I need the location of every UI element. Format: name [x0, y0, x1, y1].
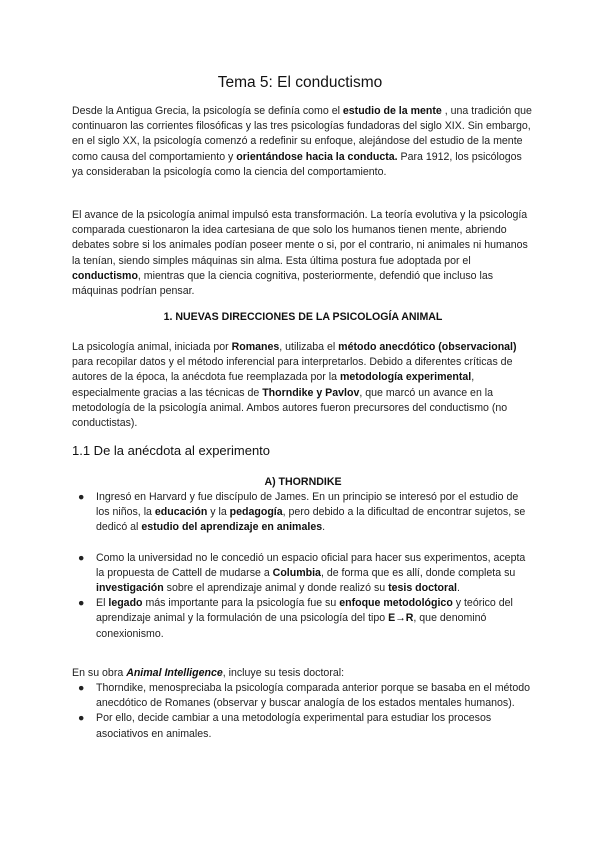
text-run: , de forma que es allí, donde completa su: [320, 566, 516, 579]
text-run: La psicología animal, iniciada por: [72, 341, 232, 353]
text-run: , que denominó conexionismo.: [96, 612, 487, 640]
text-run: , utilizaba el: [279, 341, 339, 353]
thorndike-heading: A) THORNDIKE: [264, 476, 342, 488]
second-paragraph: [72, 208, 534, 299]
bullet-icon: ●: [78, 597, 85, 610]
bold-text: tesis doctoral: [388, 582, 457, 595]
text-run: El avance de la psicología animal impulsó esta transformación. La teoría evolutiva y la psicología comparada cuestionaron la idea cartesiana de que solo los humanos tienen mente, abriendo debates sobre si los animales podían poseer mente o si, por el contrario, ni animales ni humanos la tenían, siendo simples máquinas sin alma. Esta última postura fue adoptada por el: [72, 209, 528, 267]
bold-text: pedagogía: [229, 506, 283, 519]
list-item: [72, 681, 534, 711]
intro-paragraph: [72, 104, 534, 180]
bold-text: enfoque metodológico: [339, 597, 453, 610]
text-run: , incluye su tesis doctoral:: [222, 667, 345, 679]
text-run: para recopilar datos y el método inferencial para interpretarlos. Debido a diferentes críticas de autores de la época, la anécdota fue reemplazada por la: [72, 356, 513, 384]
text-run: Ingresó en Harvard y fue discípulo de James. En un principio se interesó por el estudio de los niños, la: [96, 491, 519, 519]
list-item: [72, 490, 534, 536]
bold-text: Thorndike y Pavlov: [262, 386, 360, 399]
text-run: .: [322, 521, 326, 534]
bullet-icon: ●: [78, 712, 85, 725]
text-run: Como la universidad no le concedió un espacio oficial para hacer sus experimentos, acepta la propuesta de Cattell de mudarse a: [96, 551, 526, 579]
bullet-icon: ●: [78, 551, 85, 564]
thorndike-list: [72, 490, 534, 642]
animal-intelligence-paragraph: [72, 666, 534, 681]
list-item: [72, 711, 534, 741]
bullet-icon: ●: [78, 682, 85, 694]
bold-text: estudio del aprendizaje en animales: [141, 521, 323, 534]
text-run: Para 1912, los psicólogos ya consideraban la psicología como la ciencia del comportamiento.: [72, 150, 522, 178]
text-run: , una tradición que continuaron las corrientes filosóficas y las tres psicologías fundadoras del siglo XIX. Sin embargo, en el siglo XX, la psicología comenzó a redefinir su enfoque, alejándose del estudio de la mente como causa del comportamiento y: [72, 105, 532, 163]
bold-text: método anecdótico (observacional): [338, 341, 517, 353]
list-item: [72, 596, 534, 642]
italic-text: Animal Intelligence: [126, 667, 223, 679]
text-run: En su obra: [72, 667, 127, 679]
text-run: , pero debido a la dificultad de encontrar sujetos, se dedicó al: [96, 506, 526, 534]
bold-text: educación: [154, 506, 208, 519]
bold-text: Columbia: [272, 566, 321, 579]
text-run: Thorndike, menospreciaba la psicología comparada anterior porque se basaba en el método anecdótico de Romanes (observar y buscar analogía de los estados mentales humanos).: [96, 682, 531, 710]
section-heading: 1. NUEVAS DIRECCIONES DE LA PSICOLOGÍA ANIMAL: [163, 311, 443, 323]
bold-text: E→R: [388, 612, 414, 625]
bold-text: orientándose hacia la conducta.: [236, 150, 398, 163]
text-run: y teórico del aprendizaje animal y la formulación de una psicología del tipo: [96, 597, 513, 625]
list-spacer: [72, 536, 534, 551]
bold-text: metodología experimental: [339, 371, 472, 384]
bold-text: conductismo: [72, 269, 138, 282]
text-run: Por ello, decide cambiar a una metodología experimental para estudiar los procesos asociativos en animales.: [96, 712, 492, 740]
text-run: sobre el aprendizaje animal y donde realizó su: [163, 582, 389, 595]
bold-text: legado: [108, 597, 143, 610]
text-run: , que marcó un avance en la metodología de la psicología animal. Ambos autores fueron precursores del conductismo (no conductistas).: [72, 386, 508, 430]
text-run: más importante para la psicología fue su: [142, 597, 340, 610]
text-run: .: [456, 582, 460, 595]
text-run: Desde la Antigua Grecia, la psicología se definía como el: [72, 105, 343, 117]
animal-intelligence-list: [72, 681, 534, 742]
text-run: El: [96, 597, 109, 610]
bold-text: Romanes: [231, 341, 280, 353]
text-run: , especialmente gracias a las técnicas de: [72, 371, 475, 399]
bold-text: investigación: [96, 582, 164, 595]
page-title: Tema 5: El conductismo: [217, 74, 383, 91]
list-item: [72, 551, 534, 597]
bold-text: estudio de la mente: [342, 105, 442, 117]
subsection-heading: 1.1 De la anécdota al experimento: [72, 443, 271, 458]
text-run: , mientras que la ciencia cognitiva, posteriormente, defendió que incluso las máquinas podrían pensar.: [72, 269, 494, 298]
text-run: y la: [207, 506, 230, 519]
bullet-icon: ●: [78, 491, 85, 503]
section-paragraph: [72, 340, 534, 431]
